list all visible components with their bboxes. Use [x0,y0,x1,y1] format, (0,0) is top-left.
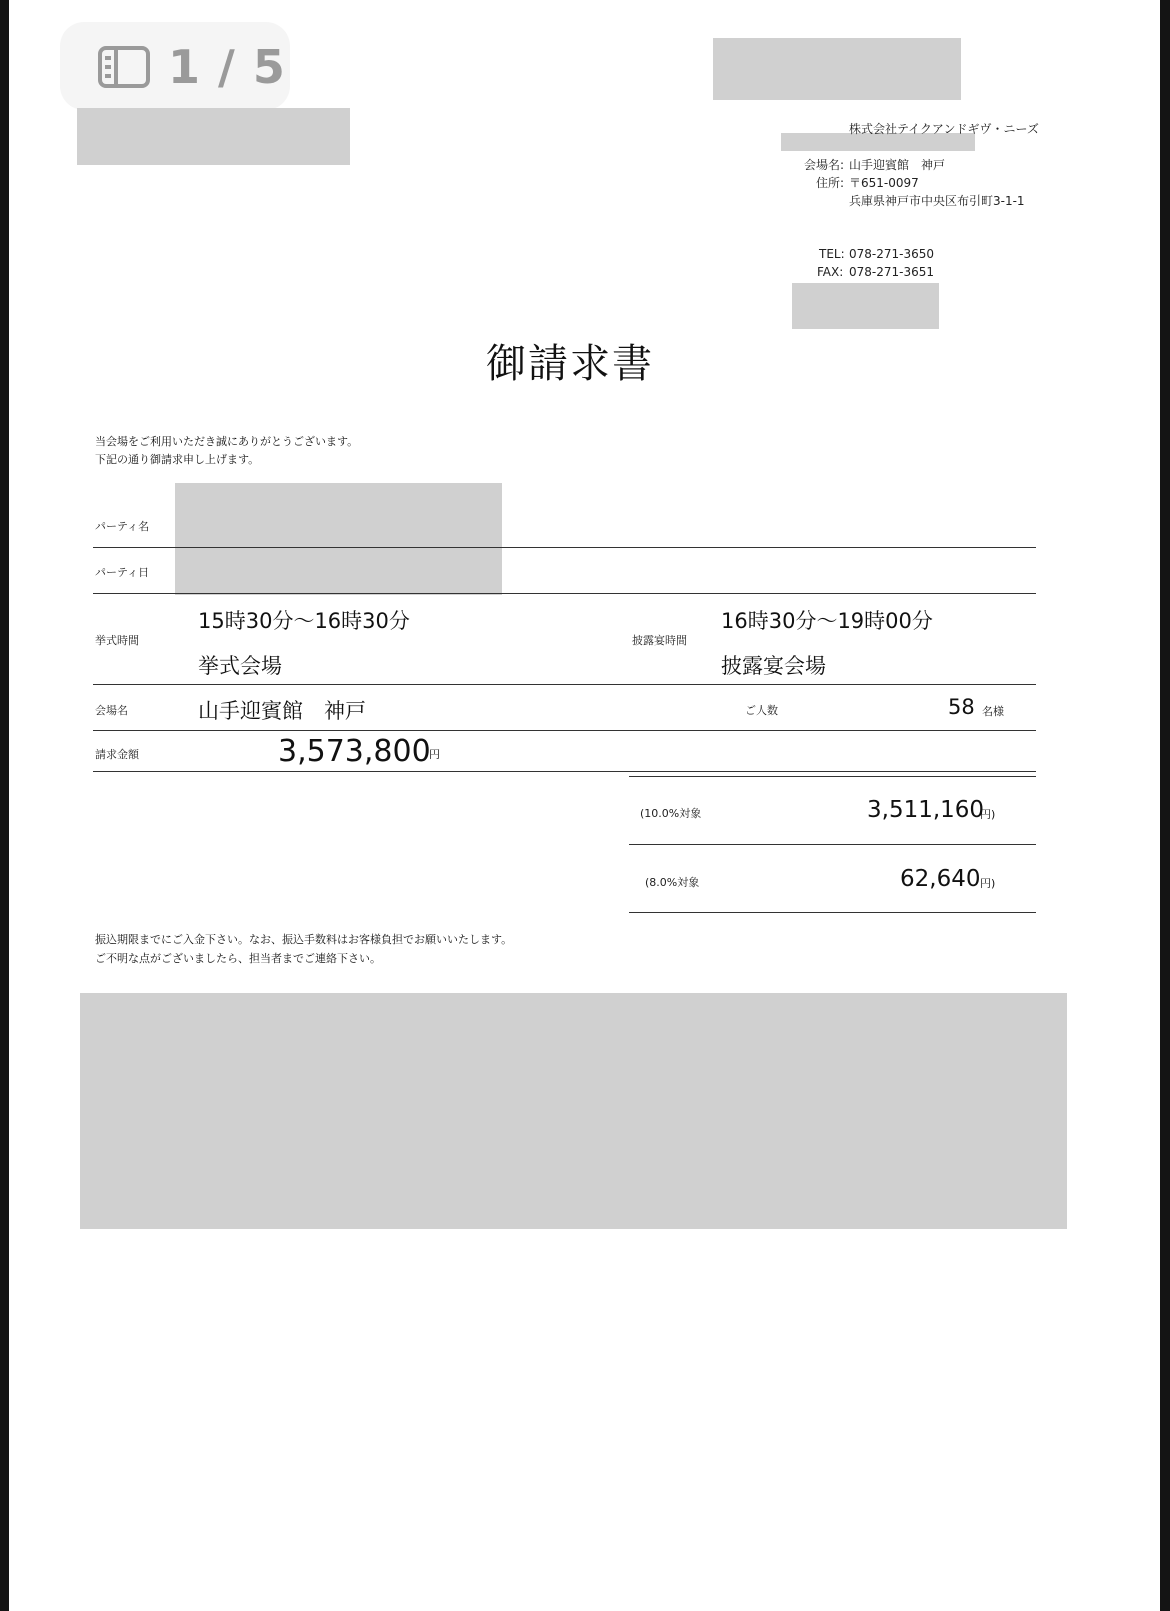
ceremony-time-label: 挙式時間 [95,634,139,647]
row-divider [629,776,1036,777]
row-divider [93,547,1036,548]
row-divider [629,912,1036,913]
tax-10-amount: 3,511,160 [867,797,985,823]
amount-label: 請求金額 [95,748,139,761]
redacted-block [175,483,502,595]
note-line-2: ご不明な点がございましたら、担当者までご連絡下さい。 [95,952,381,965]
invoice-amount-unit: 円 [429,748,440,761]
note-line-1: 振込期限までにご入金下さい。なお、振込手数料はお客様負担でお願いいたします。 [95,933,513,946]
row-divider [93,684,1036,685]
issuer-tel: 078-271-3650 [849,247,935,261]
issuer-tel-label: TEL: [819,247,845,261]
redacted-block [77,108,350,165]
tax-8-amount: 62,640 [900,866,981,892]
issuer-company: 株式会社テイクアンドギヴ・ニーズ [849,122,1039,136]
tax-8-label: (8.0%対象 [645,876,700,889]
venue-label: 会場名 [95,704,128,717]
greeting-line-2: 下記の通り御請求申し上げます。 [95,453,260,466]
invoice-amount: 3,573,800 [278,734,431,769]
guests-label: ご人数 [745,704,778,717]
row-divider [629,844,1036,845]
redacted-block [80,993,1067,1229]
row-divider [93,593,1036,594]
row-divider [93,771,1036,772]
issuer-address-label: 住所: [816,176,845,190]
issuer-postal: 〒651-0097 [849,176,919,190]
reception-time-label: 披露宴時間 [632,634,687,647]
party-name-label: パーティ名 [95,520,150,533]
greeting-line-1: 当会場をご利用いただき誠にありがとうございます。 [95,435,359,448]
viewer-right-edge [1160,0,1170,1611]
document-title: 御請求書 [486,341,654,387]
reception-time: 16時30分～19時00分 [721,609,933,633]
issuer-venue-label: 会場名: [804,158,845,172]
venue-name: 山手迎賓館 神戸 [198,699,366,723]
viewer-left-edge [0,0,9,1611]
tax-10-label: (10.0%対象 [640,807,702,820]
guests-count: 58 [948,695,975,719]
redacted-block [713,38,961,100]
ceremony-venue: 挙式会場 [198,654,282,678]
tax-10-unit: 円) [980,808,996,821]
issuer-venue-name: 山手迎賓館 神戸 [849,158,946,172]
page-indicator-label: 1 / 5 [168,40,286,94]
issuer-fax: 078-271-3651 [849,265,935,279]
page-indicator[interactable] [60,22,290,110]
issuer-address: 兵庫県神戸市中央区布引町3-1-1 [849,194,1025,208]
issuer-fax-label: FAX: [817,265,844,279]
redacted-block [792,283,939,329]
sidebar-pages-icon [98,46,150,88]
party-date-label: パーティ日 [95,566,150,579]
guests-unit: 名様 [982,705,1004,718]
row-divider [93,730,1036,731]
reception-venue: 披露宴会場 [721,654,826,678]
tax-8-unit: 円) [980,877,996,890]
ceremony-time: 15時30分～16時30分 [198,609,410,633]
